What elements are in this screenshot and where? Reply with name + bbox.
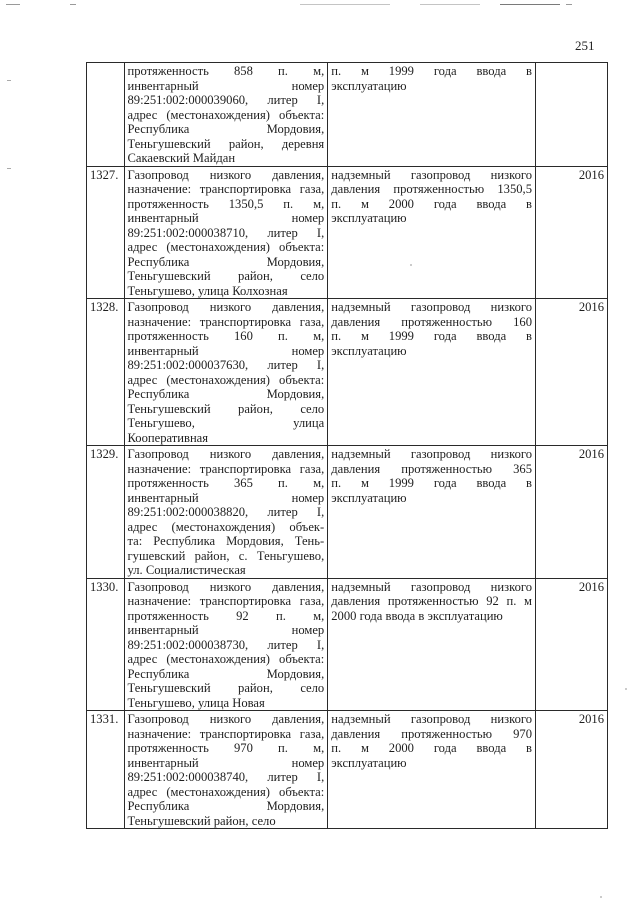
object-name-line: назначение: транспортировка газа, bbox=[127, 726, 325, 741]
object-name-line: адрес (местонахождения) объекта: bbox=[127, 372, 325, 387]
object-name-line: назначение: транспортировка газа, bbox=[127, 461, 325, 476]
object-name-line: инвентарный номер bbox=[127, 490, 325, 505]
object-name-line: Газопровод низкого давления, bbox=[127, 300, 325, 314]
object-name-line: 89:251:002:000039060, литер I, bbox=[127, 93, 325, 107]
object-name-line: Теньгушевский район, село bbox=[127, 401, 325, 416]
object-name-line: Газопровод низкого давления, bbox=[127, 447, 325, 461]
row-number: 1331. bbox=[87, 711, 125, 829]
object-name-line: протяженность 92 п. м, bbox=[127, 608, 325, 623]
object-description-line: эксплуатацию bbox=[331, 343, 407, 358]
object-description-cell bbox=[328, 578, 536, 711]
object-name-line: адрес (местонахождения) объекта: bbox=[127, 652, 325, 666]
object-name-line: адрес (местонахождения) объек- bbox=[127, 519, 325, 534]
object-name-line: Теньгушевский район, село bbox=[127, 269, 325, 283]
object-description-line: давления протяженностью 160 bbox=[331, 314, 533, 329]
object-name-line: Республика Мордовия, bbox=[127, 666, 325, 681]
object-name-cell bbox=[124, 711, 328, 829]
year-cell: 2016 bbox=[536, 166, 608, 299]
scan-speck bbox=[625, 688, 627, 690]
object-name-line: Газопровод низкого давления, bbox=[127, 579, 325, 594]
object-name-line: Газопровод низкого давления, bbox=[127, 712, 325, 726]
object-description-line: надземный газопровод низкого bbox=[331, 447, 533, 461]
table-row bbox=[87, 446, 608, 579]
object-description-cell bbox=[328, 711, 536, 829]
margin-mark bbox=[7, 80, 11, 81]
object-name-line: Теньгушевский район, деревня bbox=[127, 136, 325, 151]
table-row bbox=[87, 711, 608, 829]
row-number: 1329. bbox=[87, 446, 125, 579]
row-number: 1327. bbox=[87, 166, 125, 299]
object-description-line: п. м 1999 года ввода в bbox=[331, 329, 533, 343]
year-cell: 2016 bbox=[536, 299, 608, 446]
year-cell: 2016 bbox=[536, 711, 608, 829]
year-cell: 2016 bbox=[536, 578, 608, 711]
object-description-cell bbox=[328, 299, 536, 446]
object-description-cell bbox=[328, 166, 536, 299]
object-name-line: назначение: транспортировка газа, bbox=[127, 314, 325, 329]
object-description-line: надземный газопровод низкого bbox=[331, 712, 533, 726]
table-row bbox=[87, 63, 608, 167]
object-description-line: п. м 1999 года ввода в bbox=[331, 64, 533, 78]
table-row bbox=[87, 578, 608, 711]
object-name-line: инвентарный номер bbox=[127, 211, 325, 225]
property-registry-table bbox=[86, 62, 608, 829]
table-row bbox=[87, 299, 608, 446]
object-name-cell bbox=[124, 63, 328, 167]
object-name-line: Республика Мордовия, bbox=[127, 254, 325, 269]
year-cell bbox=[536, 63, 608, 167]
page-number: 251 bbox=[575, 38, 595, 53]
object-name-line: протяженность 1350,5 п. м, bbox=[127, 196, 325, 211]
object-name-line: Теньгушево, улица Колхозная bbox=[127, 283, 288, 298]
object-name-line: 89:251:002:000038740, литер I, bbox=[127, 770, 325, 784]
object-name-line: ул. Социалистическая bbox=[127, 563, 246, 577]
object-name-line: Теньгушево, улица Новая bbox=[127, 695, 265, 710]
object-description-line: надземный газопровод низкого bbox=[331, 300, 533, 314]
object-description-cell bbox=[328, 446, 536, 579]
object-description-line: надземный газопровод низкого bbox=[331, 167, 533, 182]
object-name-cell bbox=[124, 578, 328, 711]
object-name-cell bbox=[124, 446, 328, 579]
object-description-cell bbox=[328, 63, 536, 167]
registry-body bbox=[87, 63, 608, 829]
object-name-line: Кооперативная bbox=[127, 430, 209, 445]
object-name-line: 89:251:002:000037630, литер I, bbox=[127, 358, 325, 372]
object-name-line: инвентарный номер bbox=[127, 623, 325, 637]
object-description-line: эксплуатацию bbox=[331, 490, 407, 505]
object-name-line: 89:251:002:000038730, литер I, bbox=[127, 637, 325, 652]
object-description-line: п. м 2000 года ввода в bbox=[331, 196, 533, 211]
object-name-line: Теньгушевский район, село bbox=[127, 681, 325, 695]
object-name-line: Газопровод низкого давления, bbox=[127, 167, 325, 182]
object-name-line: гушевский район, с. Теньгушево, bbox=[127, 548, 325, 563]
object-name-line: протяженность 365 п. м, bbox=[127, 476, 325, 490]
object-description-line: 2000 года ввода в эксплуатацию bbox=[331, 608, 503, 623]
object-name-line: инвентарный номер bbox=[127, 78, 325, 93]
table-row bbox=[87, 166, 608, 299]
object-name-line: 89:251:002:000038820, литер I, bbox=[127, 505, 325, 519]
object-description-line: п. м 1999 года ввода в bbox=[331, 476, 533, 490]
object-name-cell bbox=[124, 166, 328, 299]
object-description-line: давления протяженностью 970 bbox=[331, 726, 533, 741]
object-name-line: та: Республика Мордовия, Тень- bbox=[127, 534, 325, 548]
object-name-cell bbox=[124, 299, 328, 446]
object-description-line: давления протяженностью 365 bbox=[331, 461, 533, 476]
object-description-line: п. м 2000 года ввода в bbox=[331, 741, 533, 755]
object-description-line: эксплуатацию bbox=[331, 211, 407, 225]
object-name-line: Теньгушевский район, село bbox=[127, 813, 276, 828]
object-name-line: адрес (местонахождения) объекта: bbox=[127, 107, 325, 122]
object-description-line: эксплуатацию bbox=[331, 755, 407, 770]
object-name-line: Сакаевский Майдан bbox=[127, 151, 236, 165]
object-name-line: инвентарный номер bbox=[127, 755, 325, 770]
object-name-line: адрес (местонахождения) объекта: bbox=[127, 784, 325, 799]
object-description-line: давления протяженностью 1350,5 bbox=[331, 182, 533, 196]
object-name-line: назначение: транспортировка газа, bbox=[127, 182, 325, 196]
object-description-line: эксплуатацию bbox=[331, 78, 407, 93]
object-name-line: протяженность 970 п. м, bbox=[127, 741, 325, 755]
row-number: 1330. bbox=[87, 578, 125, 711]
object-name-line: 89:251:002:000038710, литер I, bbox=[127, 225, 325, 240]
row-number bbox=[87, 63, 125, 167]
object-name-line: протяженность 160 п. м, bbox=[127, 329, 325, 343]
object-name-line: инвентарный номер bbox=[127, 343, 325, 358]
object-description-line: давления протяженностью 92 п. м bbox=[331, 594, 533, 608]
scan-artifact-top bbox=[0, 0, 640, 14]
margin-mark bbox=[7, 168, 11, 169]
scan-speck bbox=[600, 896, 602, 898]
object-name-line: Республика Мордовия, bbox=[127, 122, 325, 136]
object-name-line: Республика Мордовия, bbox=[127, 387, 325, 401]
year-cell: 2016 bbox=[536, 446, 608, 579]
object-name-line: адрес (местонахождения) объекта: bbox=[127, 240, 325, 254]
object-name-line: назначение: транспортировка газа, bbox=[127, 594, 325, 608]
row-number: 1328. bbox=[87, 299, 125, 446]
object-description-line: надземный газопровод низкого bbox=[331, 579, 533, 594]
object-name-line: протяженность 858 п. м, bbox=[127, 64, 325, 78]
object-name-line: Теньгушево, улица bbox=[127, 416, 325, 430]
object-name-line: Республика Мордовия, bbox=[127, 799, 325, 813]
